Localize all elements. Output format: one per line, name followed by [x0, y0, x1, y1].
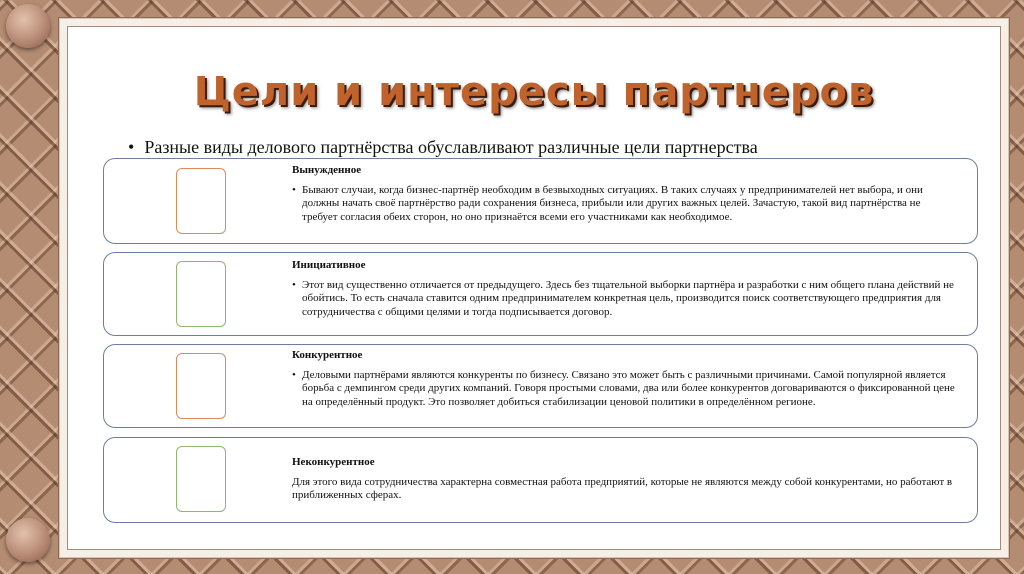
card-competitive: [103, 344, 978, 428]
card-text: Этот вид существенно отличается от предыдущего. Здесь без тщательной выборки партнёра и разработки с ним общего плана действий не обойтись. То есть сначала ставится одним предпринимателем конкретная цель, производится поиск соответствующего предприятия для сотрудничества с общими целями и тогда подписывается договор.: [302, 278, 954, 318]
card-heading: Вынужденное: [292, 164, 362, 176]
card-initiative: [103, 252, 978, 336]
card-bullet: [292, 184, 957, 225]
slide: [67, 26, 1001, 550]
card-heading: Неконкурентное: [292, 456, 375, 468]
card-bullet: [292, 369, 957, 410]
rivet-bottom-left: [6, 518, 50, 562]
image-placeholder: [176, 168, 226, 234]
bullet-dot: •: [128, 137, 135, 157]
rivet-top-left: [6, 4, 50, 48]
card-heading: Инициативное: [292, 259, 366, 271]
card-text: Бывают случаи, когда бизнес-партнёр необходим в безвыходных ситуациях. В таких случаях у предпринимателей нет выбора, и они должны начать своё партнёрство ради сохранения бизнеса, прибыли или других важных целей. Зачастую, такой вид партнёрства не требует согласия обеих сторон, но оно признаётся всеми его участниками как необходимое.: [302, 183, 923, 223]
card-body: [292, 259, 957, 319]
image-placeholder: [176, 446, 226, 512]
card-body: [292, 349, 957, 409]
card-body: [292, 164, 957, 224]
slide-frame: [58, 17, 1010, 559]
bullet-dot: •: [292, 368, 296, 381]
card-bullet: [292, 279, 957, 320]
card-heading: Конкурентное: [292, 349, 363, 361]
card-noncompetitive: [103, 437, 978, 523]
card-body: [292, 456, 957, 503]
card-text: Деловыми партнёрами являются конкуренты по бизнесу. Связано это может быть с различными причинами. Самой популярной является борьба с демпингом среди других компаний. Говоря простыми словами, два или более конкурентов договариваются о фиксированной цене на определённый продукт. Это позволяет добиться стабилизации ценовой политики в определённом регионе.: [302, 368, 955, 408]
image-placeholder: [176, 261, 226, 327]
slide-title: Цели и интересы партнеров: [193, 69, 875, 115]
lead-bullet: [128, 137, 758, 158]
card-text: Для этого вида сотрудничества характерна совместная работа предприятий, которые не являются между собой конкурентами, но работают в приближенных сферах.: [292, 475, 953, 501]
lead-text: Разные виды делового партнёрства обуславливают различные цели партнерства: [144, 137, 758, 157]
image-placeholder: [176, 353, 226, 419]
card-forced: [103, 158, 978, 244]
bullet-dot: •: [292, 183, 296, 196]
bullet-dot: •: [292, 278, 296, 291]
